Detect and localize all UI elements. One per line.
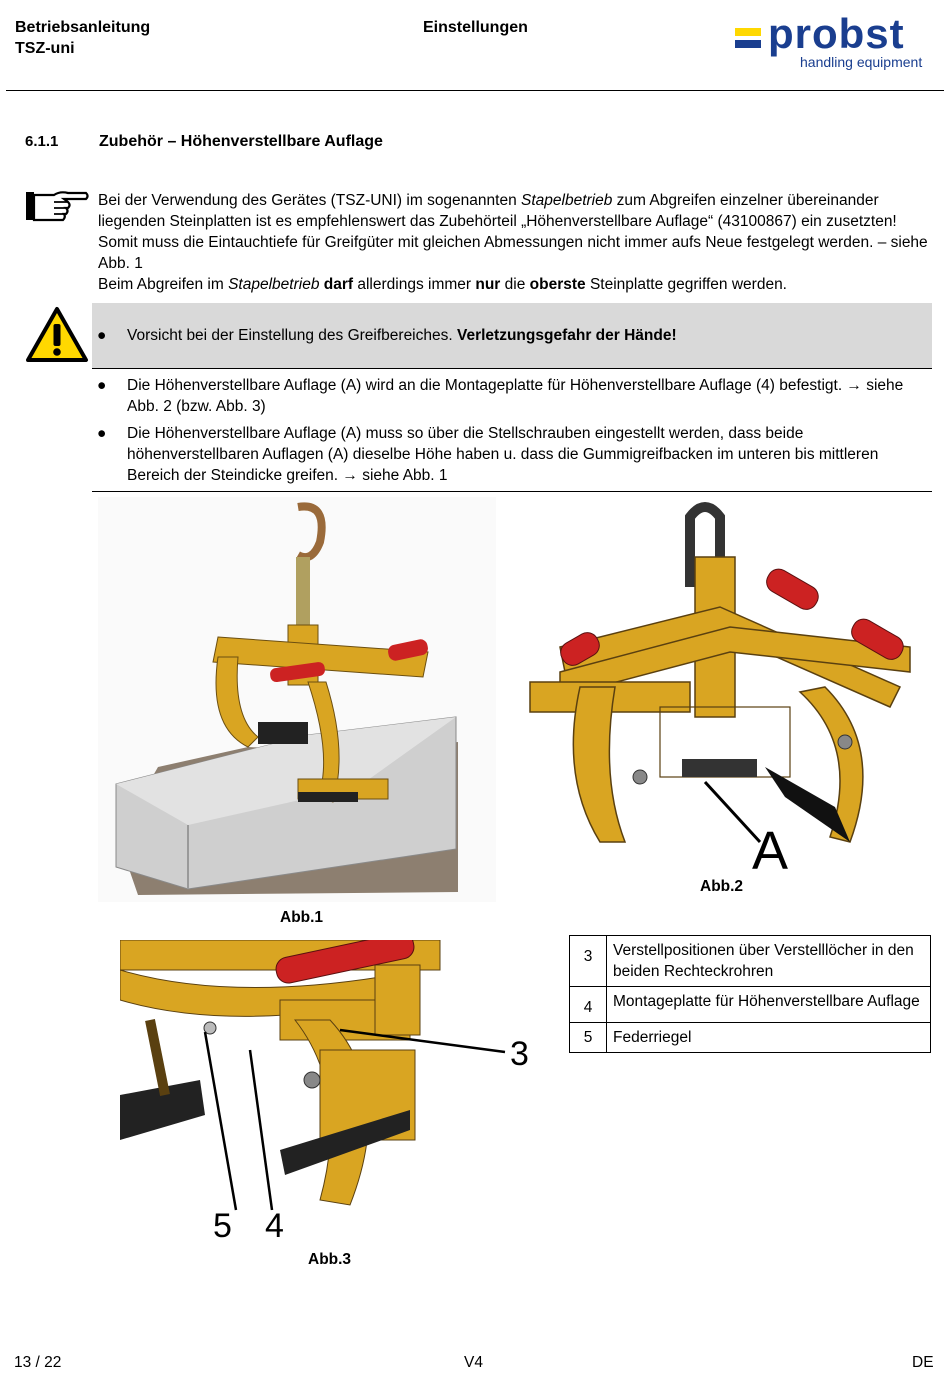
intro-text-1: Bei der Verwendung des Gerätes (TSZ-UNI) im sogenannten <box>98 192 522 209</box>
header-section: Einstellungen <box>423 19 528 36</box>
bullet-text-1: Die Höhenverstellbare Auflage (A) wird an die Montageplatte für Höhenverstellbare Auflage (4) befestigt. → siehe Abb. 2 (bzw. Abb. 3) <box>127 377 904 415</box>
warning-text <box>127 325 932 346</box>
intro-text-6: Steinplatte gegriffen werden. <box>585 276 787 293</box>
header-doc-type: Betriebsanleitung <box>15 19 151 36</box>
warning-triangle-icon <box>25 306 89 364</box>
intro-text-3: Beim Abgreifen im <box>98 276 229 293</box>
logo-blue-bar <box>735 40 761 48</box>
footer-language: DE <box>912 1354 934 1371</box>
pointing-hand-icon <box>24 188 90 224</box>
bullets-rule <box>92 491 932 492</box>
warning-bullet: ● <box>97 327 107 344</box>
table-row <box>570 987 931 1023</box>
intro-text-2: zum Abgreifen einzelner übereinander liegenden Steinplatten ist es empfehlenswert das Zubehörteil „Höhenverstellbare Auflage“ (43100867) ein zusetzten! Somit muss die Eintauchtiefe für Greifgüter mit gleichen Abmessungen nicht immer aufs Neue festgelegt werden. – siehe Abb. 1 <box>98 192 928 272</box>
intro-text-4: allerdings immer <box>353 276 476 293</box>
legend-text: Verstellpositionen über Verstelllöcher in den beiden Rechteckrohren <box>607 936 931 987</box>
bullet-marker-2: ● <box>97 425 107 442</box>
figure-3-label-4: 4 <box>265 1207 284 1245</box>
probst-logo <box>735 10 935 76</box>
bullet-marker-1: ● <box>97 377 107 394</box>
figure-1-photo <box>98 497 496 902</box>
legend-table <box>569 935 931 1053</box>
intro-italic-stapelbetrieb: Stapelbetrieb <box>521 192 613 209</box>
table-row <box>570 1023 931 1053</box>
intro-text-5: die <box>500 276 530 293</box>
caption-abb3: Abb.3 <box>308 1251 352 1268</box>
header-rule <box>6 90 944 91</box>
header-model: TSZ-uni <box>15 40 75 57</box>
legend-num: 3 <box>570 936 607 987</box>
table-row <box>570 936 931 987</box>
logo-yellow-bar-top <box>735 28 761 36</box>
figure-3-label-3: 3 <box>510 1035 529 1073</box>
section-title: Zubehör – Höhenverstellbare Auflage <box>99 133 383 150</box>
figure-3-label-5: 5 <box>213 1207 232 1245</box>
bullet-text-2: Die Höhenverstellbare Auflage (A) muss so über die Stellschrauben eingestellt werden, dass beide höhenverstellbaren Auflagen (A) dieselbe Höhe haben u. dass die Gummigreifbacken im unteren bis mittleren Bereich der Steindicke greifen. → siehe Abb. 1 <box>127 425 879 484</box>
legend-num: 4 <box>570 987 607 1023</box>
intro-bold-oberste: oberste <box>529 276 586 293</box>
section-number: 6.1.1 <box>25 133 59 150</box>
intro-italic-stapelbetrieb-2: Stapelbetrieb <box>228 276 320 293</box>
intro-bold-nur: nur <box>475 276 501 293</box>
legend-num: 5 <box>570 1023 607 1053</box>
logo-tagline: handling equipment <box>800 54 923 70</box>
footer-version: V4 <box>464 1354 483 1371</box>
figure-2-label-a: A <box>752 821 789 872</box>
footer-page-number: 13 / 22 <box>14 1354 62 1371</box>
caption-abb1: Abb.1 <box>280 909 324 926</box>
caption-abb2: Abb.2 <box>700 878 744 895</box>
figure-2-drawing <box>520 497 925 872</box>
figure-3-drawing <box>120 940 540 1245</box>
intro-paragraph <box>98 190 928 295</box>
legend-text: Montageplatte für Höhenverstellbare Auflage <box>607 987 931 1023</box>
warning-bold: Verletzungsgefahr der Hände! <box>456 327 677 344</box>
legend-text: Federriegel <box>607 1023 931 1053</box>
intro-bold-darf: darf <box>323 276 354 293</box>
warning-plain: Vorsicht bei der Einstellung des Greifbereiches. <box>127 327 457 344</box>
logo-word: probst <box>768 10 905 57</box>
